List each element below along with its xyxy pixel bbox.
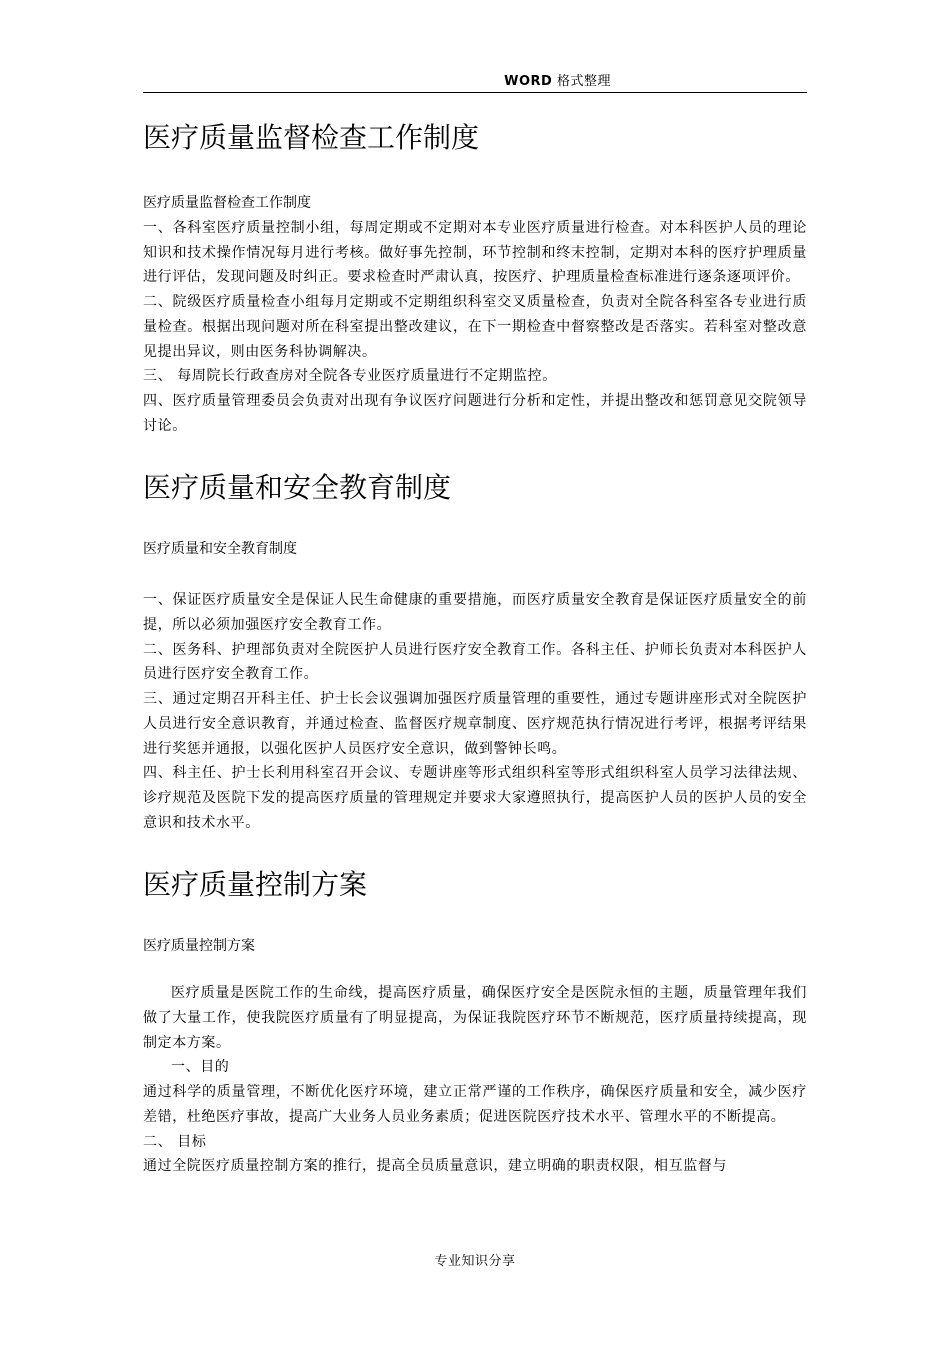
item-title: 一、目的 bbox=[171, 1059, 230, 1076]
paragraph: 二、院级医疗质量检查小组每月定期或不定期组织科室交叉质量检查，负责对全院各科室各专业进行质量检查。根据出现问题对所在科室提出整改建议，在下一期检查中督察整改是否落实。若科室对整改意见提出异议，则由医务科协调解决。 bbox=[143, 294, 807, 360]
section-safety-education bbox=[143, 470, 807, 835]
page-footer: 专业知识分享 bbox=[434, 1254, 516, 1269]
paragraph: 三、 每周院长行政查房对全院各专业医疗质量进行不定期监控。 bbox=[143, 368, 557, 385]
paragraph: 一、各科室医疗质量控制小组，每周定期或不定期对本专业医疗质量进行检查。对本科医护人员的理论知识和技术操作情况每月进行考核。做好事先控制，环节控制和终末控制，定期对本科的医疗护理质量进行评估，发现问题及时纠正。要求检查时严肃认真，按医疗、护理质量检查标准进行逐条逐项评价。 bbox=[143, 220, 807, 286]
section-heading: 医疗质量和安全教育制度 bbox=[143, 471, 452, 505]
paragraph: 二、医务科、护理部负责对全院医护人员进行医疗安全教育工作。各科主任、护师长负责对本科医护人员进行医疗安全教育工作。 bbox=[143, 641, 807, 683]
section-quality-control bbox=[143, 867, 807, 1179]
paragraph: 通过科学的质量管理，不断优化医疗环境，建立正常严谨的工作秩序，确保医疗质量和安全，减少医疗差错，杜绝医疗事故，提高广大业务人员业务素质；促进医院医疗技术水平、管理水平的不断提高。 bbox=[143, 1084, 807, 1125]
paragraph: 四、科主任、护士长利用科室召开会议、专题讲座等形式组织科室等形式组织科室人员学习法律法规、诊疗规范及医院下发的提高医疗质量的管理规定并要求大家遵照执行，提高医护人员的医护人员的安全意识和技术水平。 bbox=[143, 765, 807, 831]
section-supervision bbox=[143, 120, 807, 438]
paragraph: 通过全院医疗质量控制方案的推行，提高全员质量意识，建立明确的职责权限，相互监督与 bbox=[143, 1158, 727, 1175]
paragraph: 一、保证医疗质量安全是保证人民生命健康的重要措施，而医疗质量安全教育是保证医疗质量安全的前提，所以必须加强医疗安全教育工作。 bbox=[143, 592, 807, 634]
section-heading: 医疗质量监督检查工作制度 bbox=[143, 121, 480, 154]
header-brand: WORD bbox=[504, 74, 553, 89]
section-subtitle: 医疗质量和安全教育制度 bbox=[143, 541, 297, 558]
page-header bbox=[143, 70, 807, 93]
header-text: 格式整理 bbox=[556, 74, 611, 89]
paragraph: 三、通过定期召开科主任、护士长会议强调加强医疗质量管理的重要性，通过专题讲座形式对全院医护人员进行安全意识教育，并通过检查、监督医疗规章制度、医疗规范执行情况进行考评，根据考评结果进行奖惩并通报，以强化医护人员医疗安全意识，做到警钟长鸣。 bbox=[143, 691, 807, 757]
header-label bbox=[504, 70, 611, 89]
section-heading: 医疗质量控制方案 bbox=[143, 868, 368, 902]
paragraph: 四、医疗质量管理委员会负责对出现有争议医疗问题进行分析和定性，并提出整改和惩罚意见交院领导讨论。 bbox=[143, 392, 807, 434]
item-title: 二、 目标 bbox=[143, 1133, 207, 1150]
section-subtitle: 医疗质量监督检查工作制度 bbox=[143, 195, 311, 211]
intro-paragraph: 医疗质量是医院工作的生命线，提高医疗质量，确保医疗安全是医院永恒的主题，质量管理年我们做了大量工作，使我院医疗质量有了明显提高，为保证我院医疗环节不断规范，医疗质量持续提高，现制定本方案。 bbox=[143, 985, 807, 1051]
section-subtitle: 医疗质量控制方案 bbox=[143, 938, 255, 955]
document-body bbox=[143, 120, 807, 1179]
